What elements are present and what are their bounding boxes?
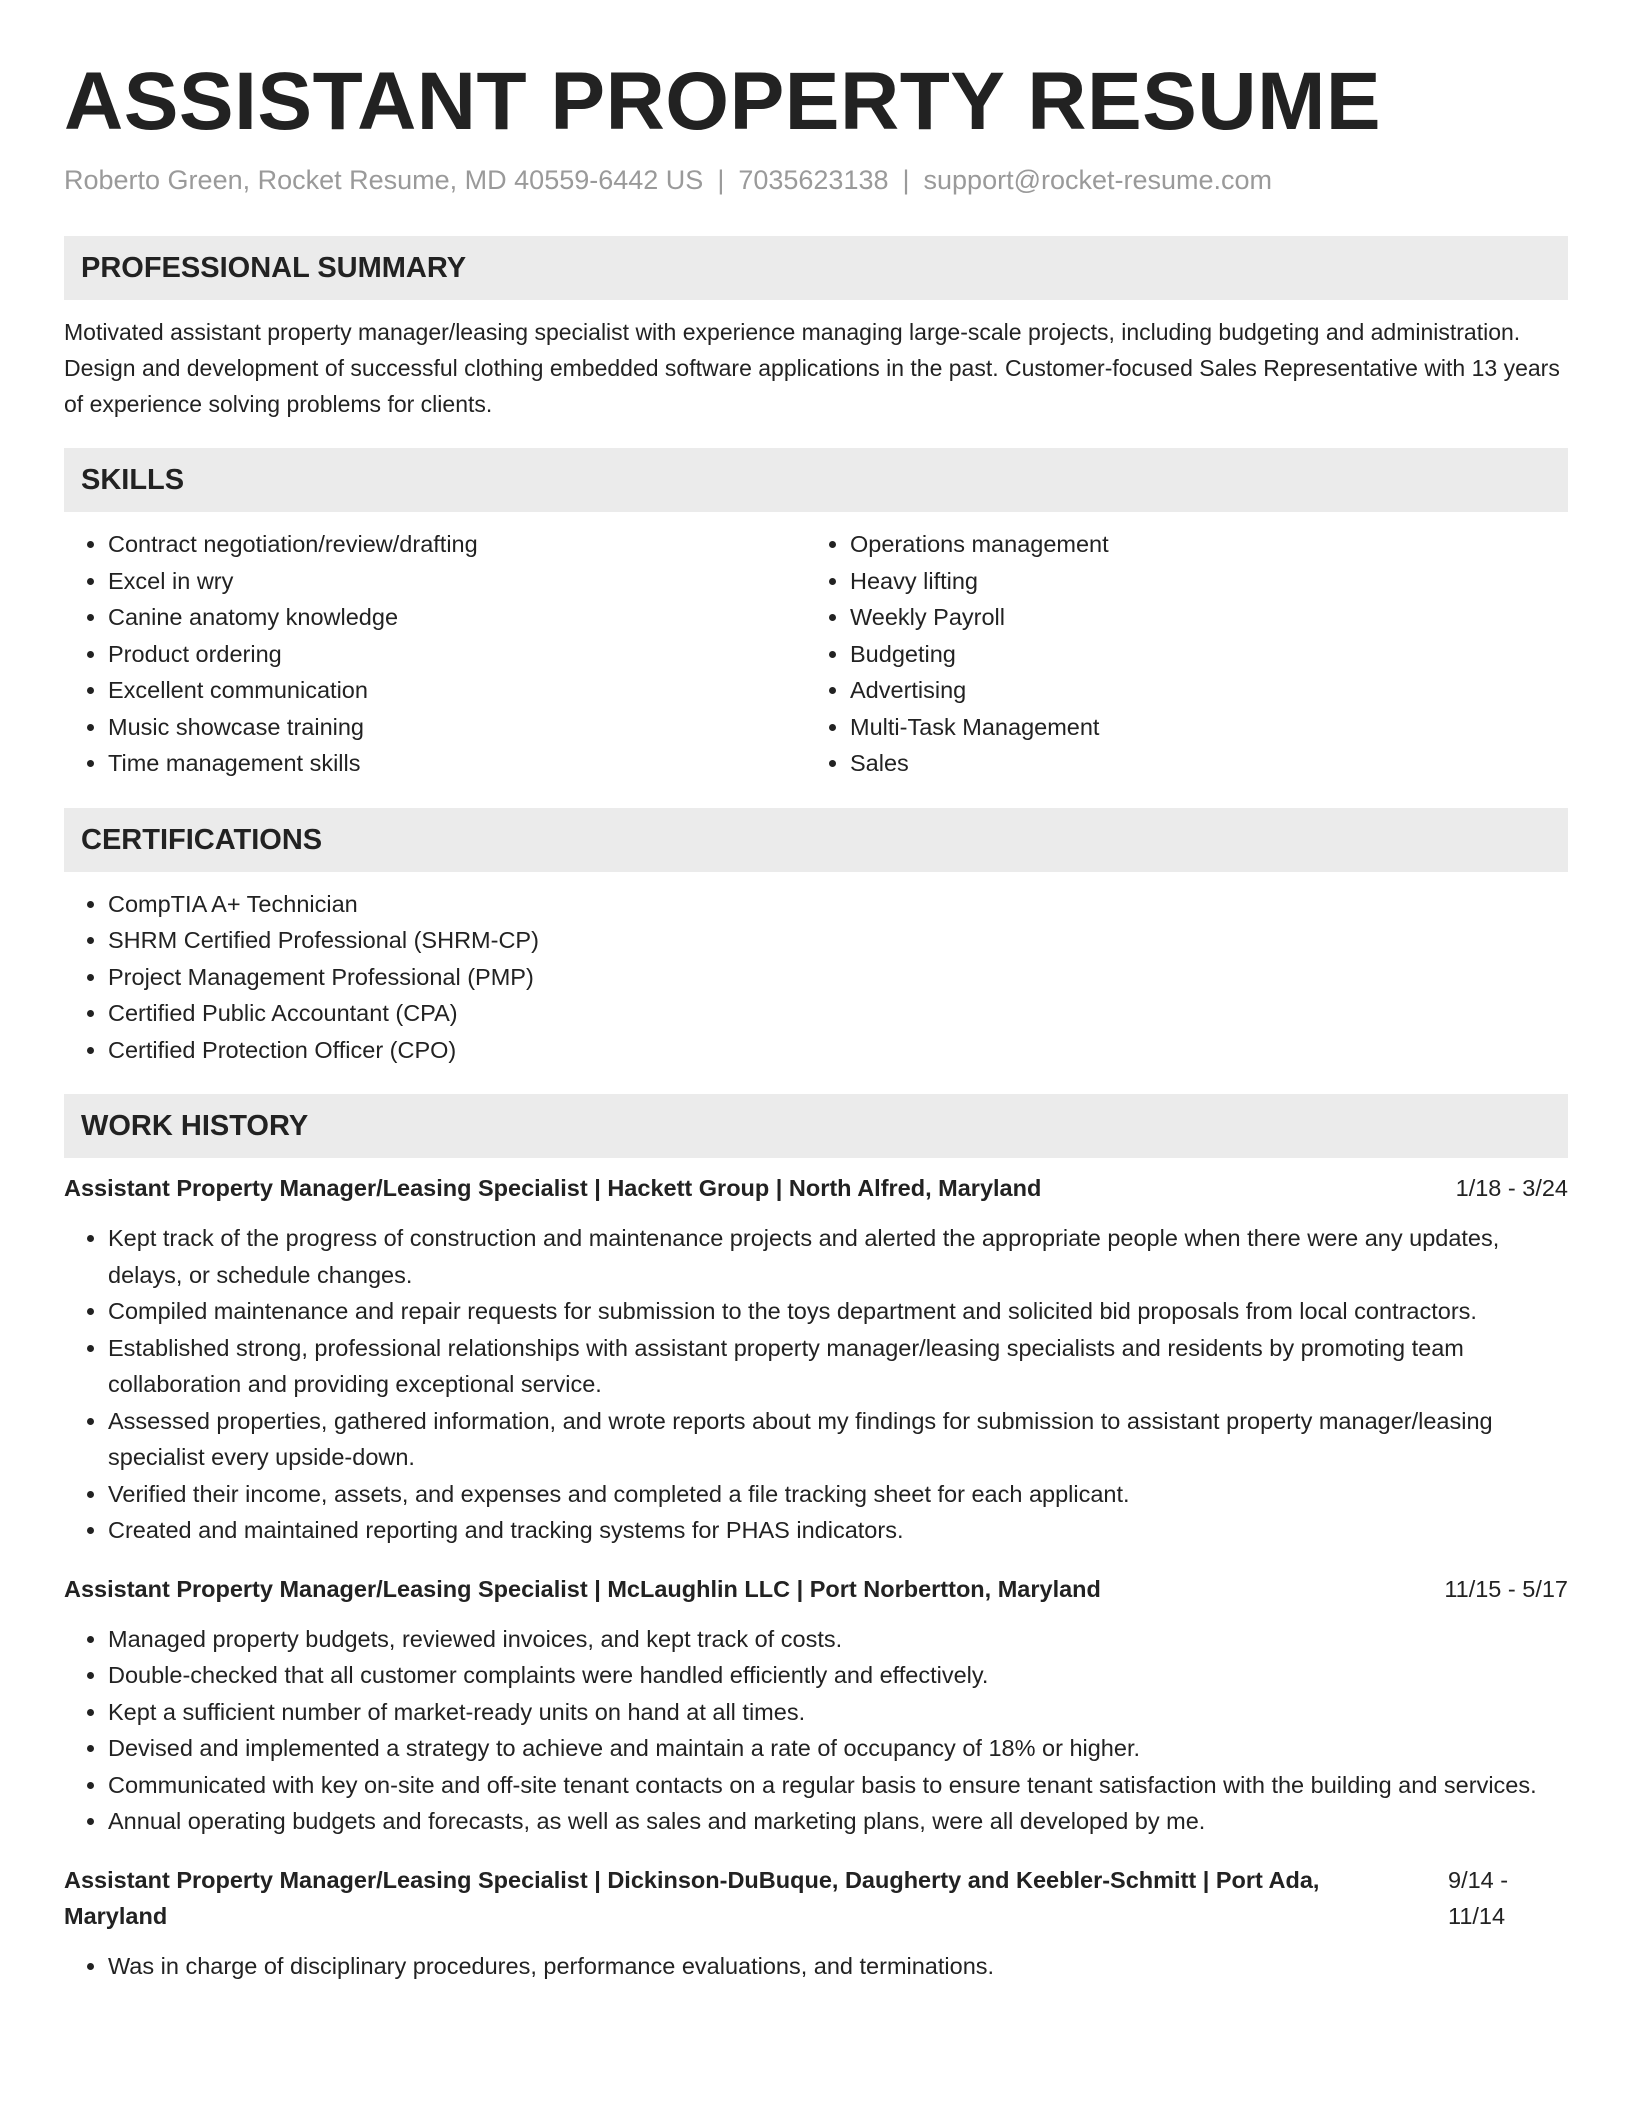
job-bullet: • Was in charge of disciplinary procedures, performance evaluations, and terminations. [108,1948,1568,1985]
skills-column-left [64,526,806,782]
summary-text: Motivated assistant property manager/leasing specialist with experience managing large-scale projects, including budgeting and administration. Design and development of successful clothing embedded software applications in the past. Customer-focused Sales Representative with 13 years of experience solving problems for clients. [64,319,1560,417]
job-title: Assistant Property Manager/Leasing Specialist | McLaughlin LLC | Port Norbertton, Maryland [64,1575,1101,1602]
job-title: Assistant Property Manager/Leasing Specialist | Hackett Group | North Alfred, Maryland [64,1175,1042,1201]
contact-address: Roberto Green, Rocket Resume, MD 40559-6442 US [64,165,704,195]
skills-column-right [806,526,1548,782]
skill-item: • Weekly Payroll [850,599,1548,636]
job-title: Assistant Property Manager/Leasing Specialist | Dickinson-DuBuque, Daugherty and Keebler-Schmitt | Port Ada, Maryland [64,1866,1320,1929]
job-bullet: • Communicated with key on-site and off-site tenant contacts on a regular basis to ensure tenant satisfaction with the building and services. [108,1767,1568,1804]
contact-separator: | [717,165,725,195]
job-bullets [64,1621,1568,1840]
job-bullet: • Double-checked that all customer complaints were handled efficiently and effectively. [108,1657,1568,1694]
skill-item: • Canine anatomy knowledge [108,599,806,636]
contact-separator: | [902,165,910,195]
certifications-heading: CERTIFICATIONS [64,808,1568,872]
job-entry [64,1170,1568,1549]
skill-item: • Multi-Task Management [850,709,1548,746]
job-entry [64,1862,1568,1985]
job-bullet: • Annual operating budgets and forecasts, as well as sales and marketing plans, were all developed by me. [108,1803,1568,1840]
skill-item: • Operations management [850,526,1548,563]
contact-line [64,162,1568,198]
job-dates: 9/14 - 11/14 [1448,1866,1509,1929]
job-bullet: • Kept a sufficient number of market-ready units on hand at all times. [108,1694,1568,1731]
summary-heading: PROFESSIONAL SUMMARY [64,236,1568,300]
skill-item: • Product ordering [108,636,806,673]
skill-item: • Music showcase training [108,709,806,746]
job-bullet: • Established strong, professional relationships with assistant property manager/leasing specialists and residents by promoting team collaboration and providing exceptional service. [108,1330,1568,1403]
job-bullet: • Managed property budgets, reviewed invoices, and kept track of costs. [108,1621,1568,1658]
contact-phone: 7035623138 [738,165,889,195]
skills-heading: SKILLS [64,448,1568,512]
job-dates: 11/15 - 5/17 [1444,1575,1568,1602]
job-header [64,1170,1568,1206]
skill-item: • Budgeting [850,636,1548,673]
job-bullet: • Verified their income, assets, and expenses and completed a file tracking sheet for each applicant. [108,1476,1568,1513]
skill-item: • Sales [850,745,1548,782]
certification-item: • Certified Public Accountant (CPA) [108,995,1568,1032]
work-history-heading: WORK HISTORY [64,1094,1568,1158]
certification-item: • CompTIA A+ Technician [108,886,1568,923]
job-bullet: • Assessed properties, gathered information, and wrote reports about my findings for submission to assistant property manager/leasing specialist every upside-down. [108,1403,1568,1476]
job-bullet: • Compiled maintenance and repair requests for submission to the toys department and solicited bid proposals from local contractors. [108,1293,1568,1330]
job-bullet: • Kept track of the progress of construction and maintenance projects and alerted the appropriate people when there were any updates, delays, or schedule changes. [108,1220,1568,1293]
certification-item: • SHRM Certified Professional (SHRM-CP) [108,922,1568,959]
certifications-list [64,886,1568,1069]
job-bullet: • Created and maintained reporting and tracking systems for PHAS indicators. [108,1512,1568,1549]
job-bullets [64,1220,1568,1549]
skill-item: • Time management skills [108,745,806,782]
job-dates: 1/18 - 3/24 [1455,1175,1568,1201]
skill-item: • Excel in wry [108,563,806,600]
resume-title: ASSISTANT PROPERTY RESUME [64,56,1382,147]
job-bullet: • Devised and implemented a strategy to achieve and maintain a rate of occupancy of 18% or higher. [108,1730,1568,1767]
certification-item: • Project Management Professional (PMP) [108,959,1568,996]
job-header [64,1862,1568,1934]
certification-item: • Certified Protection Officer (CPO) [108,1032,1568,1069]
resume-page [64,52,1568,1984]
job-bullets [64,1948,1568,1985]
job-entry [64,1571,1568,1840]
skill-item: • Advertising [850,672,1548,709]
job-header [64,1571,1568,1607]
contact-email: support@rocket-resume.com [923,165,1273,195]
skill-item: • Contract negotiation/review/drafting [108,526,806,563]
skills-list [64,526,1568,782]
skill-item: • Heavy lifting [850,563,1548,600]
skill-item: • Excellent communication [108,672,806,709]
